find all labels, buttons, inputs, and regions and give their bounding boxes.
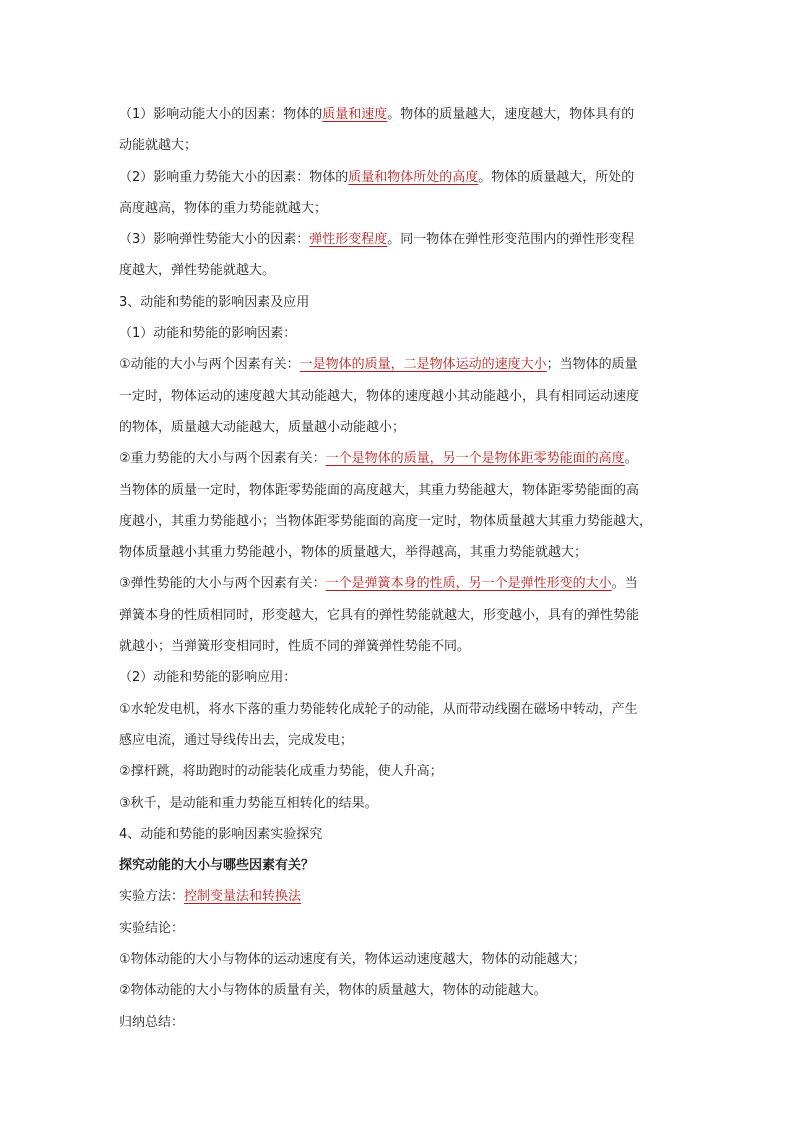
text-segment: 实验结论： [119,920,185,936]
text-segment: ；当物体的质量 [546,357,638,373]
highlighted-term: 弹性形变程度 [309,232,388,248]
text-line-22 [119,756,679,787]
text-segment: 。 [624,451,638,467]
text-segment: 物体质量越小其重力势能越小，物体的质量越大，举得越高，其重力势能就越大； [119,545,588,561]
highlighted-term: 一个是物体的质量，另一个是物体距零势能面的高度 [325,451,625,467]
highlighted-term: 一是物体的质量，二是物体运动的速度大小 [299,357,547,373]
text-line-12 [119,443,679,474]
text-line-17 [119,600,679,631]
text-line-4 [119,193,679,224]
text-segment: ③弹性势能的大小与两个因素有关： [119,576,326,592]
highlighted-term: 控制变量法和转换法 [184,889,302,905]
text-segment: 感应电流，通过导线传出去，完成发电； [119,732,354,748]
text-segment: （1）影响动能大小的因素：物体的 [119,107,323,122]
text-segment: ①水轮发电机，将水下落的重力势能转化成轮子的动能，从而带动线圈在磁场中转动，产生 [119,701,638,717]
text-line-16 [119,568,679,599]
text-segment: 度越大，弹性势能就越大。 [119,263,276,279]
text-line-15 [119,537,679,568]
text-segment: 归纳总结： [119,1014,185,1030]
text-segment: （1）动能和势能的影响因素： [119,326,297,342]
text-line-1 [119,99,679,130]
text-segment: 实验方法： [119,889,185,905]
text-line-24 [119,819,679,850]
text-line-14 [119,506,679,537]
text-line-13 [119,475,679,506]
text-line-7 [119,287,679,318]
document-body [119,99,679,1038]
text-line-21 [119,725,679,756]
text-line-23 [119,788,679,819]
text-line-10 [119,381,679,412]
text-line-30 [119,1007,679,1038]
text-line-6 [119,255,679,286]
text-line-9 [119,349,679,380]
text-segment: 弹簧本身的性质相同时，形变越大，它具有的弹性势能就越大，形变越小，具有的弹性势能 [119,607,640,623]
text-segment: 度越小，其重力势能越小；当物体距零势能面的高度一定时，物体质量越大其重力势能越大， [119,513,653,529]
highlighted-term: 质量和物体所处的高度 [348,169,479,185]
text-segment: 一定时，物体运动的速度越大其动能越大，物体的速度越小其动能越小，具有相同运动速度 [119,388,640,404]
text-segment: ②物体动能的大小与物体的质量有关，物体的质量越大，物体的动能越大。 [119,983,547,999]
text-line-11 [119,412,679,443]
text-line-18 [119,631,679,662]
text-line-20 [119,694,679,725]
highlighted-term: 质量和速度 [322,107,388,122]
text-line-26 [119,881,679,912]
text-segment: 。物体的质量越大，速度越大，物体具有的 [387,107,635,122]
text-line-29 [119,975,679,1006]
text-segment: 3、动能和势能的影响因素及应用 [119,294,310,310]
text-line-27 [119,913,679,944]
text-line-19 [119,662,679,693]
text-line-8 [119,318,679,349]
text-line-2 [119,130,679,161]
text-segment: （2）影响重力势能大小的因素：物体的 [119,169,349,185]
text-line-5 [119,224,679,255]
text-line-25 [119,850,679,881]
text-segment: 高度越高，物体的重力势能就越大； [119,200,328,216]
highlighted-term: 一个是弹簧本身的性质，另一个是弹性形变的大小 [325,576,612,592]
text-segment: ②重力势能的大小与两个因素有关： [119,451,326,467]
text-line-28 [119,944,679,975]
text-segment: 探究动能的大小与哪些因素有关？ [119,858,315,874]
text-segment: （2）动能和势能的影响应用： [119,670,297,686]
text-segment: ③秋千，是动能和重力势能互相转化的结果。 [119,795,378,811]
text-segment: 的物体，质量越大动能越大，质量越小动能越小； [119,419,406,435]
text-segment: （3）影响弹性势能大小的因素： [119,232,310,248]
text-segment: 动能就越大； [119,138,198,154]
text-segment: ②撑杆跳，将助跑时的动能装化成重力势能，使人升高； [119,764,443,780]
text-segment: ①动能的大小与两个因素有关： [119,357,300,373]
text-segment: 就越小；当弹簧形变相同时，性质不同的弹簧弹性势能不同。 [119,639,471,655]
text-segment: 。物体的质量越大，所处的 [478,169,635,185]
text-segment: 。当 [611,576,638,592]
text-line-3 [119,162,679,193]
text-segment: 当物体的质量一定时，物体距零势能面的高度越大，其重力势能越大，物体距零势能面的高 [119,482,640,498]
text-segment: ①物体动能的大小与物体的运动速度有关，物体运动速度越大，物体的动能越大； [119,952,586,968]
text-segment: 4、动能和势能的影响因素实验探究 [119,826,323,842]
text-segment: 。同一物体在弹性形变范围内的弹性形变程 [387,232,635,248]
